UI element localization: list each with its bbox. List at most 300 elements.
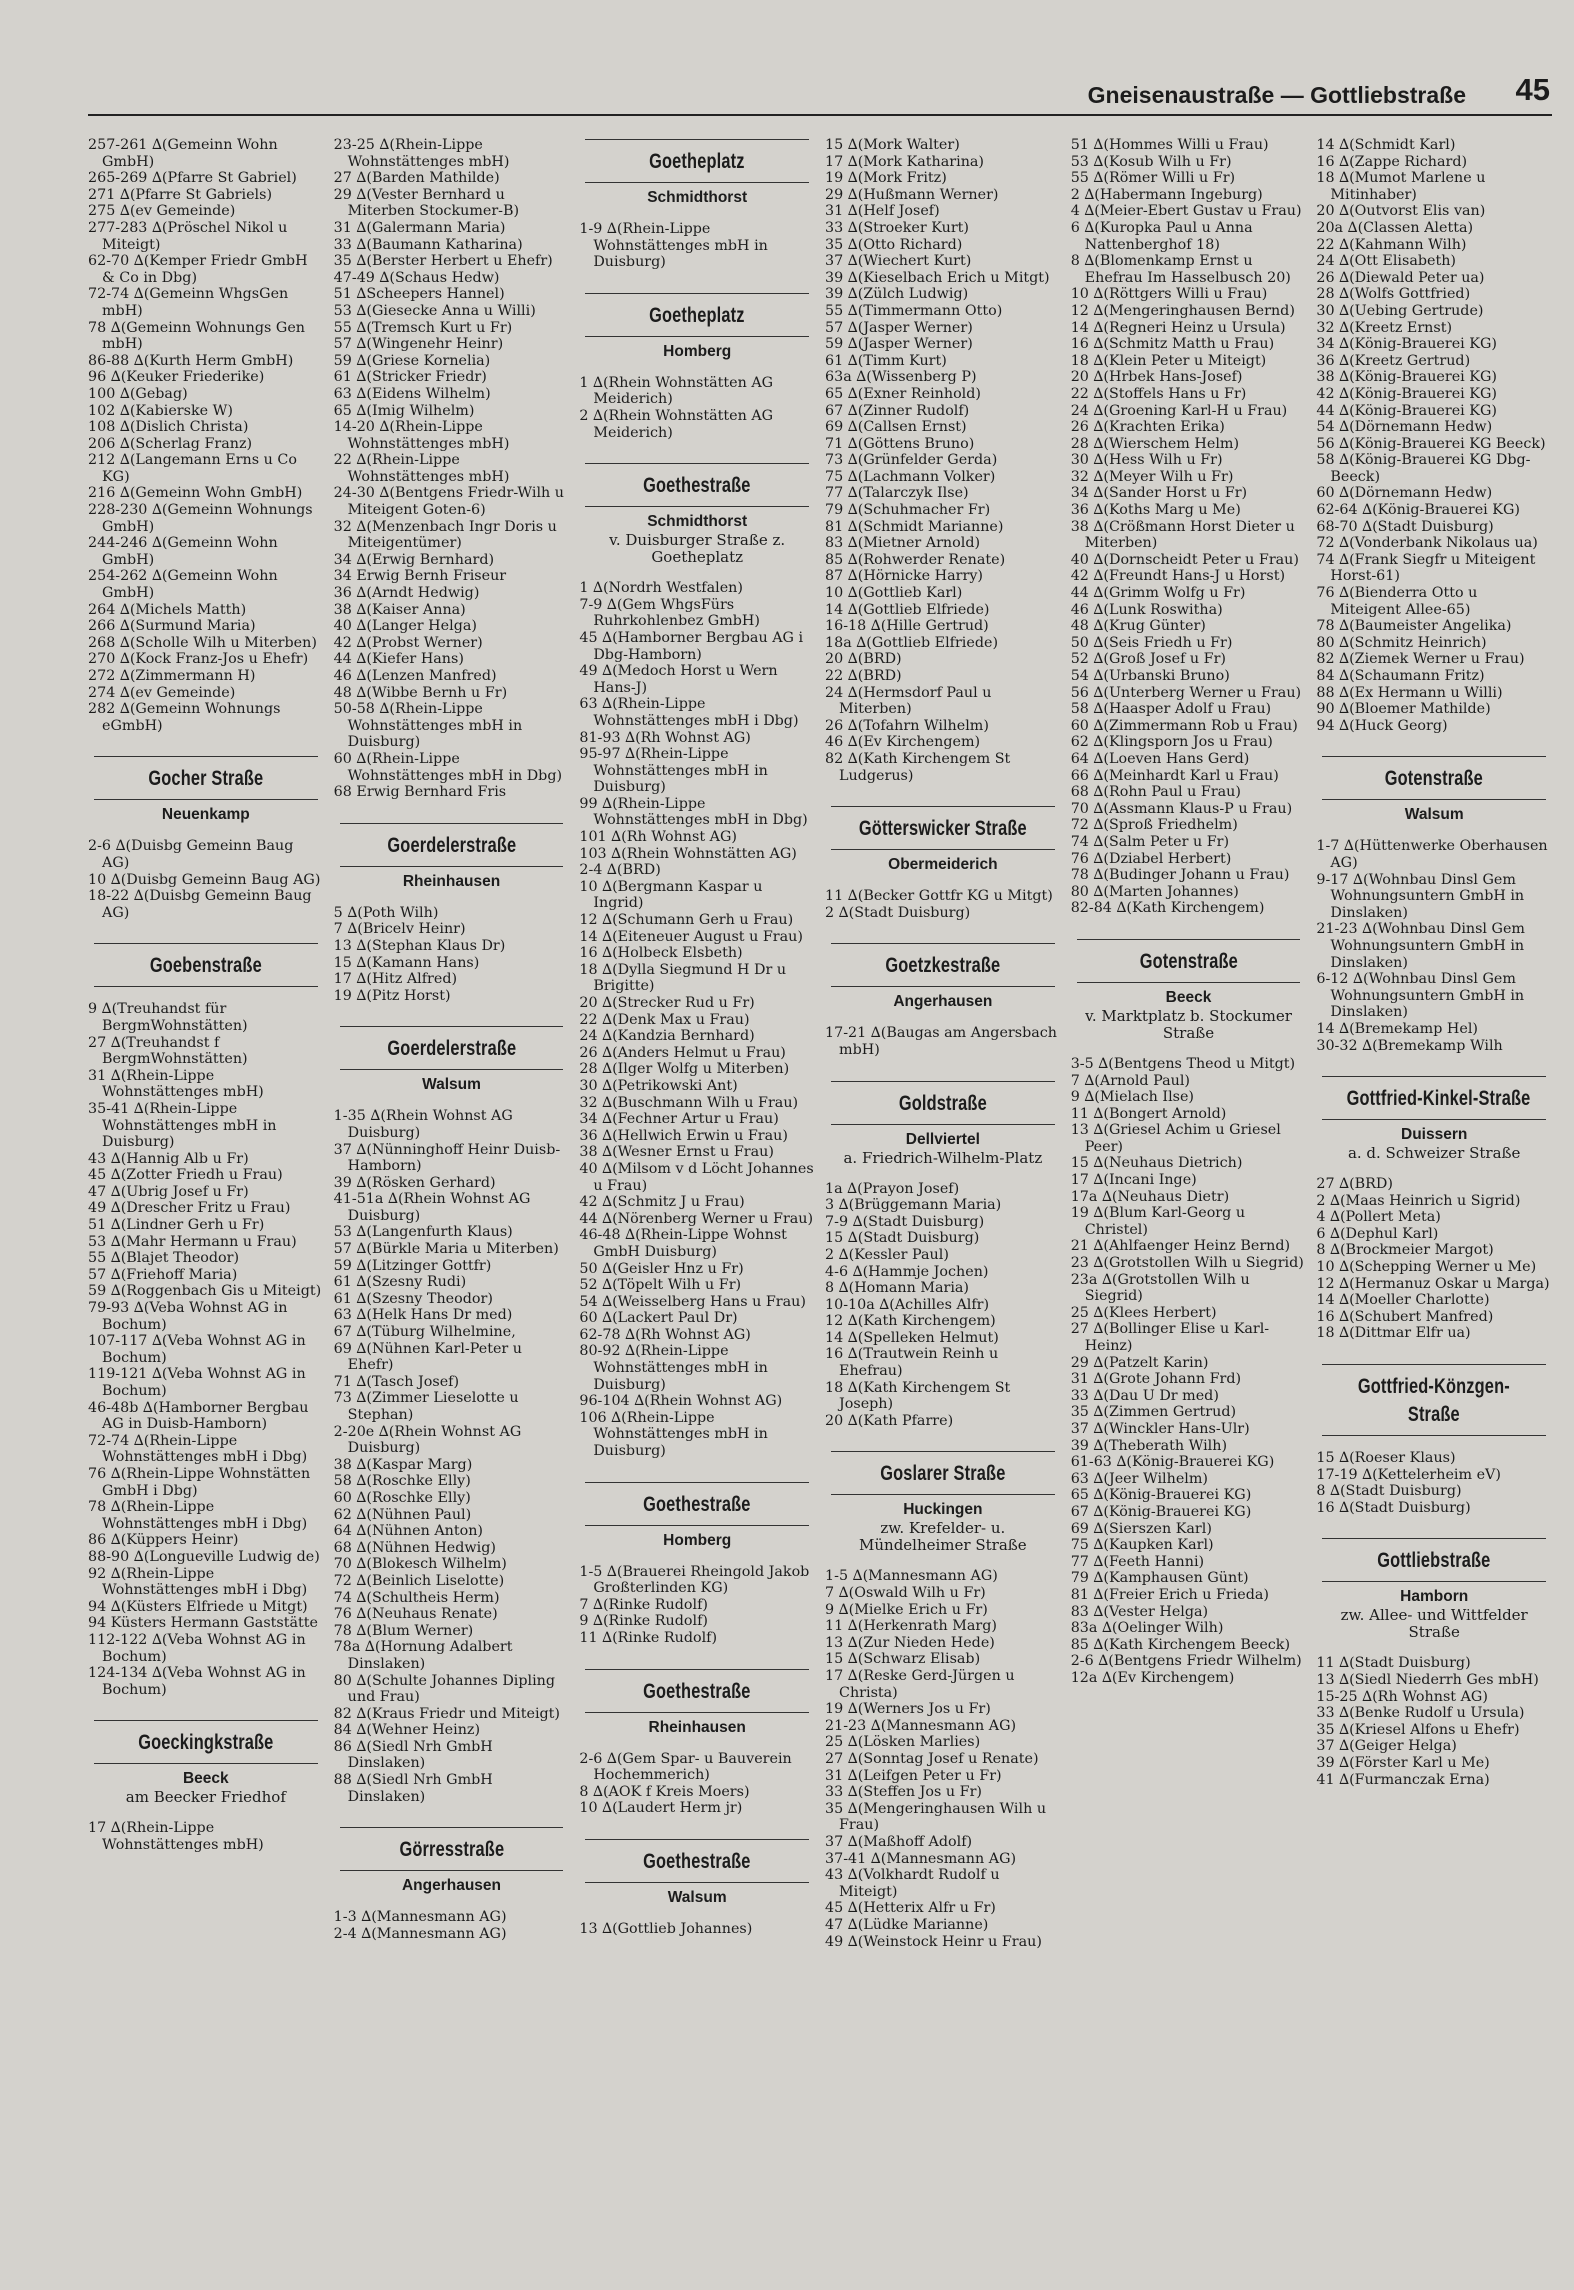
address-entry: 9 ∆(Mielke Erich u Fr) (825, 1601, 988, 1618)
section-rule (831, 986, 1055, 987)
street-section-header (831, 806, 1055, 874)
address-entry: 34 ∆(König-Brauerei KG) (1316, 336, 1497, 353)
address-entry: 19 ∆(Blum Karl-Georg u Christel) (1070, 1205, 1246, 1238)
address-entry: 268 ∆(Scholle Wilh u Miterben) (88, 634, 317, 651)
address-entry: 38 ∆(Kaspar Marg) (333, 1456, 473, 1473)
section-rule (831, 1124, 1055, 1125)
address-entry: 33 ∆(Benke Rudolf u Ursula) (1316, 1705, 1525, 1722)
address-entry: 84 ∆(Wehner Heinz) (333, 1722, 481, 1739)
address-entry: 51 ∆(Hommes Willi u Frau) (1070, 137, 1269, 153)
district-name: Homberg (663, 1531, 732, 1549)
address-entry: 83a ∆(Oelinger Wilh) (1070, 1620, 1224, 1637)
address-entry: 37 ∆(Wiechert Kurt) (825, 253, 972, 270)
address-entry: 43 ∆(Hannig Alb u Fr) (88, 1150, 249, 1167)
address-entry: 67 ∆(Zinner Rudolf) (825, 402, 970, 419)
column-1 (88, 137, 324, 2277)
address-entry: 99 ∆(Rhein-Lippe Wohnstättenges mbH in Dbg) (579, 795, 808, 829)
section-rule (340, 866, 564, 867)
address-entry: 7-9 ∆(Stadt Duisburg) (825, 1213, 985, 1230)
address-entry: 51 ∆Scheepers Hannel) (333, 286, 505, 303)
street-name: Goldstraße (898, 1091, 987, 1115)
district-name: Rheinhausen (648, 1718, 746, 1736)
address-entry: 74 ∆(Frank Siegfr u Miteigent Horst-61) (1316, 551, 1536, 585)
address-entry: 16 ∆(Schubert Manfred) (1316, 1308, 1494, 1325)
address-entry: 53 ∆(Mahr Hermann u Frau) (88, 1233, 297, 1250)
address-entry: 106 ∆(Rhein-Lippe Wohnstättenges mbH in Duisburg) (579, 1409, 768, 1460)
address-entry: 216 ∆(Gemeinn Wohn GmbH) (88, 485, 303, 502)
address-entry: 48 ∆(Wibbe Bernh u Fr) (333, 684, 508, 701)
address-entry: 7 ∆(Bricelv Heinr) (333, 921, 466, 938)
section-rule (585, 293, 809, 294)
address-entry: 254-262 ∆(Gemeinn Wohn GmbH) (88, 568, 278, 602)
address-entry: 64 ∆(Nühnen Anton) (333, 1523, 483, 1540)
address-entry: 77 ∆(Talarczyk Ilse) (825, 485, 969, 502)
column-4 (825, 137, 1061, 2277)
address-entry: 14 ∆(Schmidt Karl) (1316, 137, 1456, 153)
address-entry: 270 ∆(Kock Franz-Jos u Ehefr) (88, 651, 309, 668)
address-entry: 27 ∆(Barden Mathilde) (333, 170, 500, 187)
address-entry: 30-32 ∆(Bremekamp Wilh (1316, 1037, 1503, 1054)
address-entry: 15 ∆(Neuhaus Dietrich) (1070, 1155, 1243, 1172)
address-entry: 80 ∆(Marten Johannes) (1070, 883, 1239, 900)
address-entry: 112-122 ∆(Veba Wohnst AG in Bochum) (88, 1631, 306, 1665)
section-rule (340, 1026, 564, 1027)
address-entry: 50 ∆(Seis Friedh u Fr) (1070, 634, 1233, 651)
address-entry: 34 Erwig Bernh Friseur (333, 568, 507, 585)
address-entry: 101 ∆(Rh Wohnst AG) (579, 829, 737, 846)
address-entry: 56 ∆(Unterberg Werner u Frau) (1070, 684, 1302, 701)
address-entry: 22 ∆(Stoffels Hans u Fr) (1070, 385, 1247, 402)
district-name: Hamborn (1400, 1588, 1469, 1606)
section-rule (831, 1494, 1055, 1495)
address-entry: 17 ∆(Hitz Alfred) (333, 971, 458, 988)
address-entry: 62-78 ∆(Rh Wohnst AG) (579, 1326, 751, 1343)
district-name: Angerhausen (893, 993, 993, 1011)
address-entry: 26 ∆(Tofahrn Wilhelm) (825, 717, 989, 734)
address-entry: 58 ∆(König-Brauerei KG Dbg-Beeck) (1316, 452, 1531, 485)
address-entry: 9 ∆(Treuhandst für BergmWohnstätten) (88, 1001, 248, 1034)
section-rule (585, 506, 809, 507)
address-entry: 37 ∆(Winckler Hans-Ulr) (1070, 1420, 1250, 1437)
address-entry: 18 ∆(Klein Peter u Miteigt) (1070, 352, 1267, 369)
address-entry: 68 Erwig Bernhard Fris (333, 784, 507, 801)
street-name: Gocher Straße (148, 767, 264, 791)
address-entry: 10 ∆(Duisbg Gemeinn Baug AG) (88, 871, 321, 888)
address-entry: 63 ∆(Jeer Wilhelm) (1070, 1470, 1208, 1487)
section-rule (1322, 1076, 1546, 1077)
address-entry: 63 ∆(Rhein-Lippe Wohnstättenges mbH i Dbg) (579, 696, 799, 729)
street-section-header (831, 1081, 1055, 1167)
street-name: Goetzkestraße (885, 954, 1001, 978)
address-entry: 8 ∆(Brockmeier Margot) (1316, 1242, 1494, 1259)
address-entry: 32 ∆(Kreetz Ernst) (1316, 319, 1453, 336)
address-entry: 14 ∆(Spelleken Helmut) (825, 1329, 999, 1346)
address-entry: 65 ∆(Imig Wilhelm) (333, 402, 475, 419)
address-entry: 92 ∆(Rhein-Lippe Wohnstättenges mbH i Dbg) (88, 1565, 308, 1599)
address-entry: 13 ∆(Zur Nieden Hede) (825, 1634, 995, 1651)
address-entry: 1-3 ∆(Mannesmann AG) (333, 1909, 507, 1926)
section-rule (94, 756, 318, 757)
address-entry: 1-7 ∆(Hüttenwerke Oberhausen AG) (1316, 838, 1548, 871)
address-entry: 8 ∆(Stadt Duisburg) (1316, 1483, 1462, 1500)
address-entry: 42 ∆(Schmitz J u Frau) (579, 1194, 745, 1211)
address-entry: 79 ∆(Kamphausen Günt) (1070, 1570, 1249, 1587)
address-entry: 40 ∆(Milsom v d Löcht Johannes u Frau) (579, 1160, 814, 1194)
address-entry: 37 ∆(Maßhoff Adolf) (825, 1833, 973, 1850)
address-entry: 40 ∆(Dornscheidt Peter u Frau) (1070, 551, 1299, 568)
address-entry: 46 ∆(Lenzen Manfred) (333, 668, 497, 684)
section-rule (1322, 1581, 1546, 1582)
address-entry: 272 ∆(Zimmermann H) (88, 668, 256, 684)
address-entry: 63 ∆(Helk Hans Dr med) (333, 1307, 513, 1324)
address-entry: 16 ∆(Holbeck Elsbeth) (579, 945, 743, 962)
address-entry: 24-30 ∆(Bentgens Friedr-Wilh u Miteigent Goten-6) (333, 485, 564, 519)
address-entry: 25 ∆(Klees Herbert) (1070, 1304, 1217, 1321)
running-title: Gneisenaustraße — Gottliebstraße (1087, 82, 1466, 108)
address-entry: 3 ∆(Brüggemann Maria) (825, 1197, 1002, 1214)
address-entry: 34 ∆(Erwig Bernhard) (333, 551, 495, 568)
address-entry: 18 ∆(Dylla Siegmund H Dr u Brigitte) (579, 961, 787, 995)
address-entry: 72-74 ∆(Gemeinn WhgsGen mbH) (88, 286, 289, 319)
address-entry: 32 ∆(Meyer Wilh u Fr) (1070, 468, 1234, 485)
address-entry: 271 ∆(Pfarre St Gabriels) (88, 186, 273, 203)
address-entry: 41-51a ∆(Rhein Wohnst AG Duisburg) (333, 1191, 531, 1224)
address-entry: 94 ∆(Huck Georg) (1316, 717, 1448, 734)
address-entry: 16 ∆(Stadt Duisburg) (1316, 1499, 1471, 1516)
address-entry: 6-12 ∆(Wohnbau Dinsl Gem Wohnungsuntern GmbH in Dinslaken) (1316, 971, 1525, 1021)
street-name-continued: Straße (1408, 1403, 1461, 1427)
address-entry: 55 ∆(Timmermann Otto) (825, 302, 1003, 319)
address-entry: 38 ∆(König-Brauerei KG) (1316, 369, 1497, 386)
address-entry: 10 ∆(Röttgers Willi u Frau) (1070, 286, 1268, 303)
district-name: Neuenkamp (161, 806, 250, 824)
address-entry: 8 ∆(Homann Maria) (825, 1280, 970, 1297)
address-entry: 13 ∆(Gottlieb Johannes) (579, 1920, 753, 1937)
address-entry: 17 ∆(Rhein-Lippe Wohnstättenges mbH) (88, 1820, 264, 1853)
address-entry: 2 ∆(Stadt Duisburg) (825, 904, 971, 921)
street-name: Gotenstraße (1139, 949, 1238, 973)
address-entry: 64 ∆(Loeven Hans Gerd) (1070, 750, 1250, 767)
address-entry: 60 ∆(Lackert Paul Dr) (579, 1310, 738, 1327)
address-entry: 78a ∆(Hornung Adalbert Dinslaken) (333, 1639, 513, 1672)
section-rule (340, 1827, 564, 1828)
address-entry: 17-21 ∆(Baugas am Angersbach mbH) (825, 1025, 1057, 1058)
address-entry: 37 ∆(Geiger Helga) (1316, 1738, 1457, 1755)
section-rule (585, 1712, 809, 1713)
address-entry: 14-20 ∆(Rhein-Lippe Wohnstättenges mbH) (333, 419, 510, 452)
section-rule (831, 849, 1055, 850)
address-entry: 81-93 ∆(Rh Wohnst AG) (579, 729, 751, 746)
address-entry: 19 ∆(Pitz Horst) (333, 987, 451, 1004)
address-entry: 21-23 ∆(Wohnbau Dinsl Gem Wohnungsuntern GmbH in Dinslaken) (1316, 921, 1525, 971)
section-rule (831, 1451, 1055, 1452)
address-entry: 50-58 ∆(Rhein-Lippe Wohnstättenges mbH in Duisburg) (333, 701, 523, 751)
column-6 (1316, 137, 1552, 2277)
section-rule (94, 943, 318, 944)
address-entry: 12 ∆(Mengeringhausen Bernd) (1070, 302, 1295, 319)
address-entry: 67 ∆(König-Brauerei KG) (1070, 1503, 1252, 1520)
address-entry: 75 ∆(Lachmann Volker) (825, 468, 996, 485)
address-entry: 24 ∆(Kandzia Bernhard) (579, 1028, 755, 1045)
street-section-header (831, 1451, 1055, 1554)
address-entry: 82 ∆(Kraus Friedr und Miteigt) (333, 1705, 560, 1722)
address-entry: 18-22 ∆(Duisbg Gemeinn Baug AG) (88, 888, 312, 921)
address-entry: 77 ∆(Feeth Hanni) (1070, 1553, 1205, 1570)
address-entry: 78 ∆(Gemeinn Wohnungs Gen mbH) (88, 319, 306, 353)
address-entry: 20 ∆(Hrbek Hans-Josef) (1070, 369, 1243, 386)
address-entry: 12 ∆(Hermanuz Oskar u Marga) (1316, 1275, 1550, 1292)
address-entry: 13 ∆(Stephan Klaus Dr) (333, 937, 506, 954)
address-entry: 9 ∆(Rinke Rudolf) (579, 1613, 708, 1630)
address-entry: 61 ∆(Timm Kurt) (825, 352, 947, 369)
section-rule (831, 806, 1055, 807)
address-entry: 35 ∆(Otto Richard) (825, 236, 963, 253)
address-entry: 69 ∆(Sierszen Karl) (1070, 1520, 1212, 1537)
address-entry: 100 ∆(Gebag) (88, 385, 188, 402)
address-entry: 2 ∆(Rhein Wohnstätten AG Meiderich) (579, 407, 774, 441)
address-entry: 23a ∆(Grotstollen Wilh u Siegrid) (1070, 1271, 1250, 1305)
address-entry: 103 ∆(Rhein Wohnstätten AG) (579, 845, 797, 862)
street-name: Goethestraße (643, 1849, 751, 1873)
directory-columns (88, 137, 1552, 2277)
address-entry: 41 ∆(Furmanczak Erna) (1316, 1771, 1490, 1788)
address-entry: 59 ∆(Litzinger Gottfr) (333, 1257, 492, 1274)
address-entry: 82-84 ∆(Kath Kirchengem) (1070, 900, 1265, 917)
address-entry: 70 ∆(Blokesch Wilhelm) (333, 1556, 507, 1573)
address-entry: 13 ∆(Siedl Niederrh Ges mbH) (1316, 1672, 1539, 1688)
address-entry: 30 ∆(Uebing Gertrude) (1316, 302, 1484, 319)
address-entry: 55 ∆(Römer Willi u Fr) (1070, 170, 1236, 187)
section-rule (585, 1525, 809, 1526)
page-number: 45 (1515, 72, 1550, 107)
address-entry: 2-20e ∆(Rhein Wohnst AG Duisburg) (333, 1423, 522, 1457)
address-entry: 10 ∆(Schepping Werner u Me) (1316, 1259, 1537, 1276)
address-entry: 27 ∆(Treuhandst f BergmWohnstätten) (88, 1034, 248, 1068)
address-entry: 7 ∆(Rinke Rudolf) (579, 1596, 708, 1613)
address-entry: 37-41 ∆(Mannesmann AG) (825, 1850, 1017, 1867)
address-entry: 16 ∆(Zappe Richard) (1316, 153, 1468, 170)
column-3 (579, 137, 815, 2277)
address-entry: 9 ∆(Mielach Ilse) (1070, 1089, 1195, 1106)
street-name: Goethestraße (643, 474, 751, 498)
address-entry: 14 ∆(Bremekamp Hel) (1316, 1020, 1478, 1037)
address-entry: 33 ∆(Stroeker Kurt) (825, 219, 969, 236)
address-entry: 10 ∆(Gottlieb Karl) (825, 585, 963, 602)
street-name: Goetheplatz (649, 150, 745, 173)
address-entry: 18 ∆(Dittmar Elfr ua) (1316, 1325, 1471, 1342)
address-entry: 6 ∆(Dephul Karl) (1316, 1225, 1439, 1242)
address-entry: 8 ∆(Blomenkamp Ernst u Ehefrau Im Hasselbusch 20) (1070, 253, 1291, 286)
district-name: Angerhausen (401, 1877, 502, 1895)
street-name: Goebenstraße (149, 954, 262, 978)
address-entry: 29 ∆(Vester Bernhard u Miterben Stockumer-B) (333, 186, 520, 220)
section-rule (1322, 1538, 1546, 1539)
address-entry: 54 ∆(Urbanski Bruno) (1070, 668, 1230, 684)
street-range: zw. Allee- und Wittfelder Straße (1340, 1606, 1528, 1642)
street-name: Gotenstraße (1385, 767, 1484, 791)
address-entry: 31 ∆(Grote Johann Frd) (1070, 1371, 1242, 1388)
street-range: v. Duisburger Straße z. Goetheplatz (609, 531, 786, 567)
address-entry: 47 ∆(Lüdke Marianne) (825, 1916, 989, 1933)
street-name: Goerdelerstraße (387, 833, 516, 857)
street-range: a. d. Schweizer Straße (1347, 1144, 1521, 1163)
section-rule (94, 1763, 318, 1764)
address-entry: 62-70 ∆(Kemper Friedr GmbH & Co in Dbg) (88, 253, 308, 286)
street-name: Gottfried-Kinkel-Straße (1346, 1087, 1531, 1111)
address-entry: 72 ∆(Vonderbank Nikolaus ua) (1316, 535, 1538, 552)
address-entry: 14 ∆(Moeller Charlotte) (1316, 1292, 1490, 1309)
address-entry: 69 ∆(Nühnen Karl-Peter u Ehefr) (333, 1340, 522, 1374)
address-entry: 61 ∆(Stricker Friedr) (333, 369, 487, 386)
address-entry: 275 ∆(ev Gemeinde) (88, 203, 236, 220)
address-entry: 87 ∆(Hörnicke Harry) (825, 568, 983, 585)
address-entry: 26 ∆(Anders Helmut u Frau) (579, 1044, 786, 1061)
address-entry: 14 ∆(Gottlieb Elfriede) (825, 601, 990, 618)
street-range: zw. Krefelder- u. Mündelheimer Straße (859, 1519, 1027, 1555)
address-entry: 86 ∆(Küppers Heinr) (88, 1532, 239, 1549)
address-entry: 30 ∆(Hess Wilh u Fr) (1070, 452, 1223, 469)
address-entry: 43 ∆(Volkhardt Rudolf u Miteigt) (825, 1867, 1000, 1900)
address-entry: 35-41 ∆(Rhein-Lippe Wohnstättenges mbH in Duisburg) (88, 1100, 277, 1151)
address-entry: 66 ∆(Meinhardt Karl u Frau) (1070, 767, 1279, 784)
section-rule (831, 943, 1055, 944)
address-entry: 74 ∆(Schultheis Herm) (333, 1589, 500, 1606)
address-entry: 42 ∆(König-Brauerei KG) (1316, 385, 1497, 402)
address-entry: 7 ∆(Oswald Wilh u Fr) (825, 1585, 986, 1602)
address-entry: 72 ∆(Sproß Friedhelm) (1070, 817, 1238, 834)
address-entry: 17 ∆(Mork Katharina) (825, 153, 984, 170)
address-entry: 12a ∆(Ev Kirchengem) (1070, 1669, 1235, 1686)
address-entry: 26 ∆(Krachten Erika) (1070, 419, 1225, 436)
address-entry: 1-35 ∆(Rhein Wohnst AG Duisburg) (333, 1108, 513, 1141)
address-entry: 62 ∆(Klingsporn Jos u Frau) (1070, 734, 1273, 751)
address-entry: 96 ∆(Keuker Friederike) (88, 369, 265, 386)
address-entry: 21 ∆(Ahlfaenger Heinz Bernd) (1070, 1238, 1291, 1255)
section-rule (340, 1870, 564, 1871)
section-rule (585, 463, 809, 464)
address-entry: 8 ∆(AOK f Kreis Moers) (579, 1783, 750, 1800)
address-entry: 15 ∆(Kamann Hans) (333, 954, 480, 971)
address-entry: 76 ∆(Rhein-Lippe Wohnstätten GmbH i Dbg) (88, 1465, 311, 1499)
address-entry: 52 ∆(Groß Josef u Fr) (1070, 651, 1226, 668)
column-5 (1071, 137, 1307, 2277)
address-entry: 1 ∆(Rhein Wohnstätten AG Meiderich) (579, 374, 774, 408)
address-entry: 30 ∆(Petrikowski Ant) (579, 1077, 738, 1094)
address-entry: 76 ∆(Dziabel Herbert) (1070, 850, 1232, 867)
street-name: Görresstraße (399, 1838, 504, 1862)
address-entry: 34 ∆(Fechner Artur u Frau) (579, 1111, 779, 1128)
address-entry: 49 ∆(Medoch Horst u Wern Hans-J) (579, 663, 778, 696)
address-entry: 55 ∆(Blajet Theodor) (88, 1250, 240, 1267)
street-section-header (1077, 939, 1301, 1042)
address-entry: 21-23 ∆(Mannesmann AG) (825, 1717, 1017, 1734)
address-entry: 265-269 ∆(Pfarre St Gabriel) (88, 170, 297, 187)
street-section-header (340, 1827, 564, 1895)
street-name: Goerdelerstraße (387, 1037, 516, 1061)
address-entry: 16-18 ∆(Hille Gertrud) (825, 618, 989, 635)
address-entry: 10 ∆(Bergmann Kaspar u Ingrid) (579, 878, 763, 912)
address-entry: 81 ∆(Schmidt Marianne) (825, 518, 1004, 535)
address-entry: 11 ∆(Becker Gottfr KG u Mitgt) (825, 888, 1053, 905)
address-entry: 59 ∆(Roggenbach Gis u Miteigt) (88, 1283, 322, 1300)
address-entry: 82 ∆(Kath Kirchengem St Ludgerus) (825, 750, 1011, 784)
section-rule (585, 1839, 809, 1840)
address-entry: 85 ∆(Kath Kirchengem Beeck) (1070, 1636, 1291, 1653)
address-entry: 61-63 ∆(König-Brauerei KG) (1070, 1454, 1275, 1471)
address-entry: 22 ∆(BRD) (825, 668, 902, 684)
address-entry: 12 ∆(Kath Kirchengem) (825, 1313, 996, 1330)
address-entry: 13 ∆(Griesel Achim u Griesel Peer) (1070, 1122, 1281, 1155)
address-entry: 212 ∆(Langemann Erns u Co KG) (88, 452, 297, 485)
address-entry: 83 ∆(Mietner Arnold) (825, 535, 981, 552)
address-entry: 69 ∆(Callsen Ernst) (825, 419, 967, 436)
address-entry: 28 ∆(Wolfs Gottfried) (1316, 286, 1471, 303)
address-entry: 15 ∆(Roeser Klaus) (1316, 1450, 1456, 1467)
address-entry: 52 ∆(Töpelt Wilh u Fr) (579, 1277, 742, 1294)
address-entry: 78 ∆(Blum Werner) (333, 1622, 474, 1639)
section-rule (585, 1669, 809, 1670)
district-name: Homberg (663, 342, 732, 360)
address-entry: 79 ∆(Schuhmacher Fr) (825, 502, 991, 519)
address-entry: 1a ∆(Prayon Josef) (825, 1180, 960, 1197)
address-entry: 81 ∆(Freier Erich u Frieda) (1070, 1586, 1270, 1603)
address-entry: 108 ∆(Dislich Christa) (88, 419, 249, 436)
address-entry: 48 ∆(Krug Günter) (1070, 618, 1206, 635)
address-entry: 42 ∆(Probst Werner) (333, 634, 483, 651)
address-entry: 60 ∆(Roschke Elly) (333, 1489, 471, 1506)
district-name: Rheinhausen (402, 872, 501, 890)
address-entry: 59 ∆(Griese Kornelia) (333, 352, 491, 369)
street-section-header (585, 1839, 809, 1907)
district-name: Huckingen (903, 1501, 983, 1519)
section-rule (585, 139, 809, 140)
address-entry: 53 ∆(Langenfurth Klaus) (333, 1224, 513, 1241)
address-entry: 2 ∆(Kessler Paul) (825, 1246, 949, 1263)
street-range: a. Friedrich-Wilhelm-Platz (843, 1148, 1043, 1167)
address-entry: 34 ∆(Sander Horst u Fr) (1070, 485, 1248, 502)
address-entry: 57 ∆(Jasper Werner) (825, 319, 973, 336)
address-entry: 72 ∆(Beinlich Liselotte) (333, 1572, 505, 1589)
address-entry: 38 ∆(Wesner Ernst u Frau) (579, 1144, 774, 1161)
address-entry: 39 ∆(Förster Karl u Me) (1316, 1754, 1490, 1771)
street-range: v. Marktplatz b. Stockumer Straße (1085, 1006, 1292, 1042)
address-entry: 38 ∆(Crößmann Horst Dieter u Miterben) (1070, 518, 1295, 552)
address-entry: 85 ∆(Rohwerder Renate) (825, 551, 1006, 568)
address-entry: 67 ∆(Tüburg Wilhelmine, (333, 1324, 516, 1341)
address-entry: 33 ∆(Baumann Katharina) (333, 236, 523, 253)
address-entry: 3-5 ∆(Bentgens Theod u Mitgt) (1070, 1055, 1296, 1072)
address-entry: 88 ∆(Siedl Nrh GmbH Dinslaken) (333, 1772, 493, 1805)
address-entry: 63 ∆(Eidens Wilhelm) (333, 385, 491, 402)
street-section-header (340, 1026, 564, 1094)
address-entry: 1 ∆(Nordrh Westfalen) (579, 580, 743, 597)
address-entry: 60 ∆(Zimmermann Rob u Frau) (1070, 717, 1298, 734)
address-entry: 49 ∆(Drescher Fritz u Frau) (88, 1200, 291, 1217)
street-range: am Beecker Friedhof (125, 1788, 286, 1807)
address-entry: 53 ∆(Kosub Wilh u Fr) (1070, 153, 1232, 170)
address-entry: 5 ∆(Poth Wilh) (333, 904, 439, 921)
address-entry: 59 ∆(Jasper Werner) (825, 336, 973, 353)
address-entry: 24 ∆(Groening Karl-H u Frau) (1070, 402, 1288, 419)
address-entry: 6 ∆(Kuropka Paul u Anna Nattenberghof 18) (1070, 219, 1253, 253)
address-entry: 78 ∆(Rhein-Lippe Wohnstättenges mbH i Dbg) (88, 1499, 308, 1532)
street-section-header (1322, 1538, 1546, 1641)
address-entry: 86 ∆(Siedl Nrh GmbH Dinslaken) (333, 1738, 493, 1772)
address-entry: 19 ∆(Werners Jos u Fr) (825, 1701, 991, 1718)
address-entry: 28 ∆(Ilger Wolfg u Miterben) (579, 1061, 790, 1078)
address-entry: 58 ∆(Roschke Elly) (333, 1473, 471, 1490)
address-entry: 2-4 ∆(Mannesmann AG) (333, 1925, 507, 1942)
